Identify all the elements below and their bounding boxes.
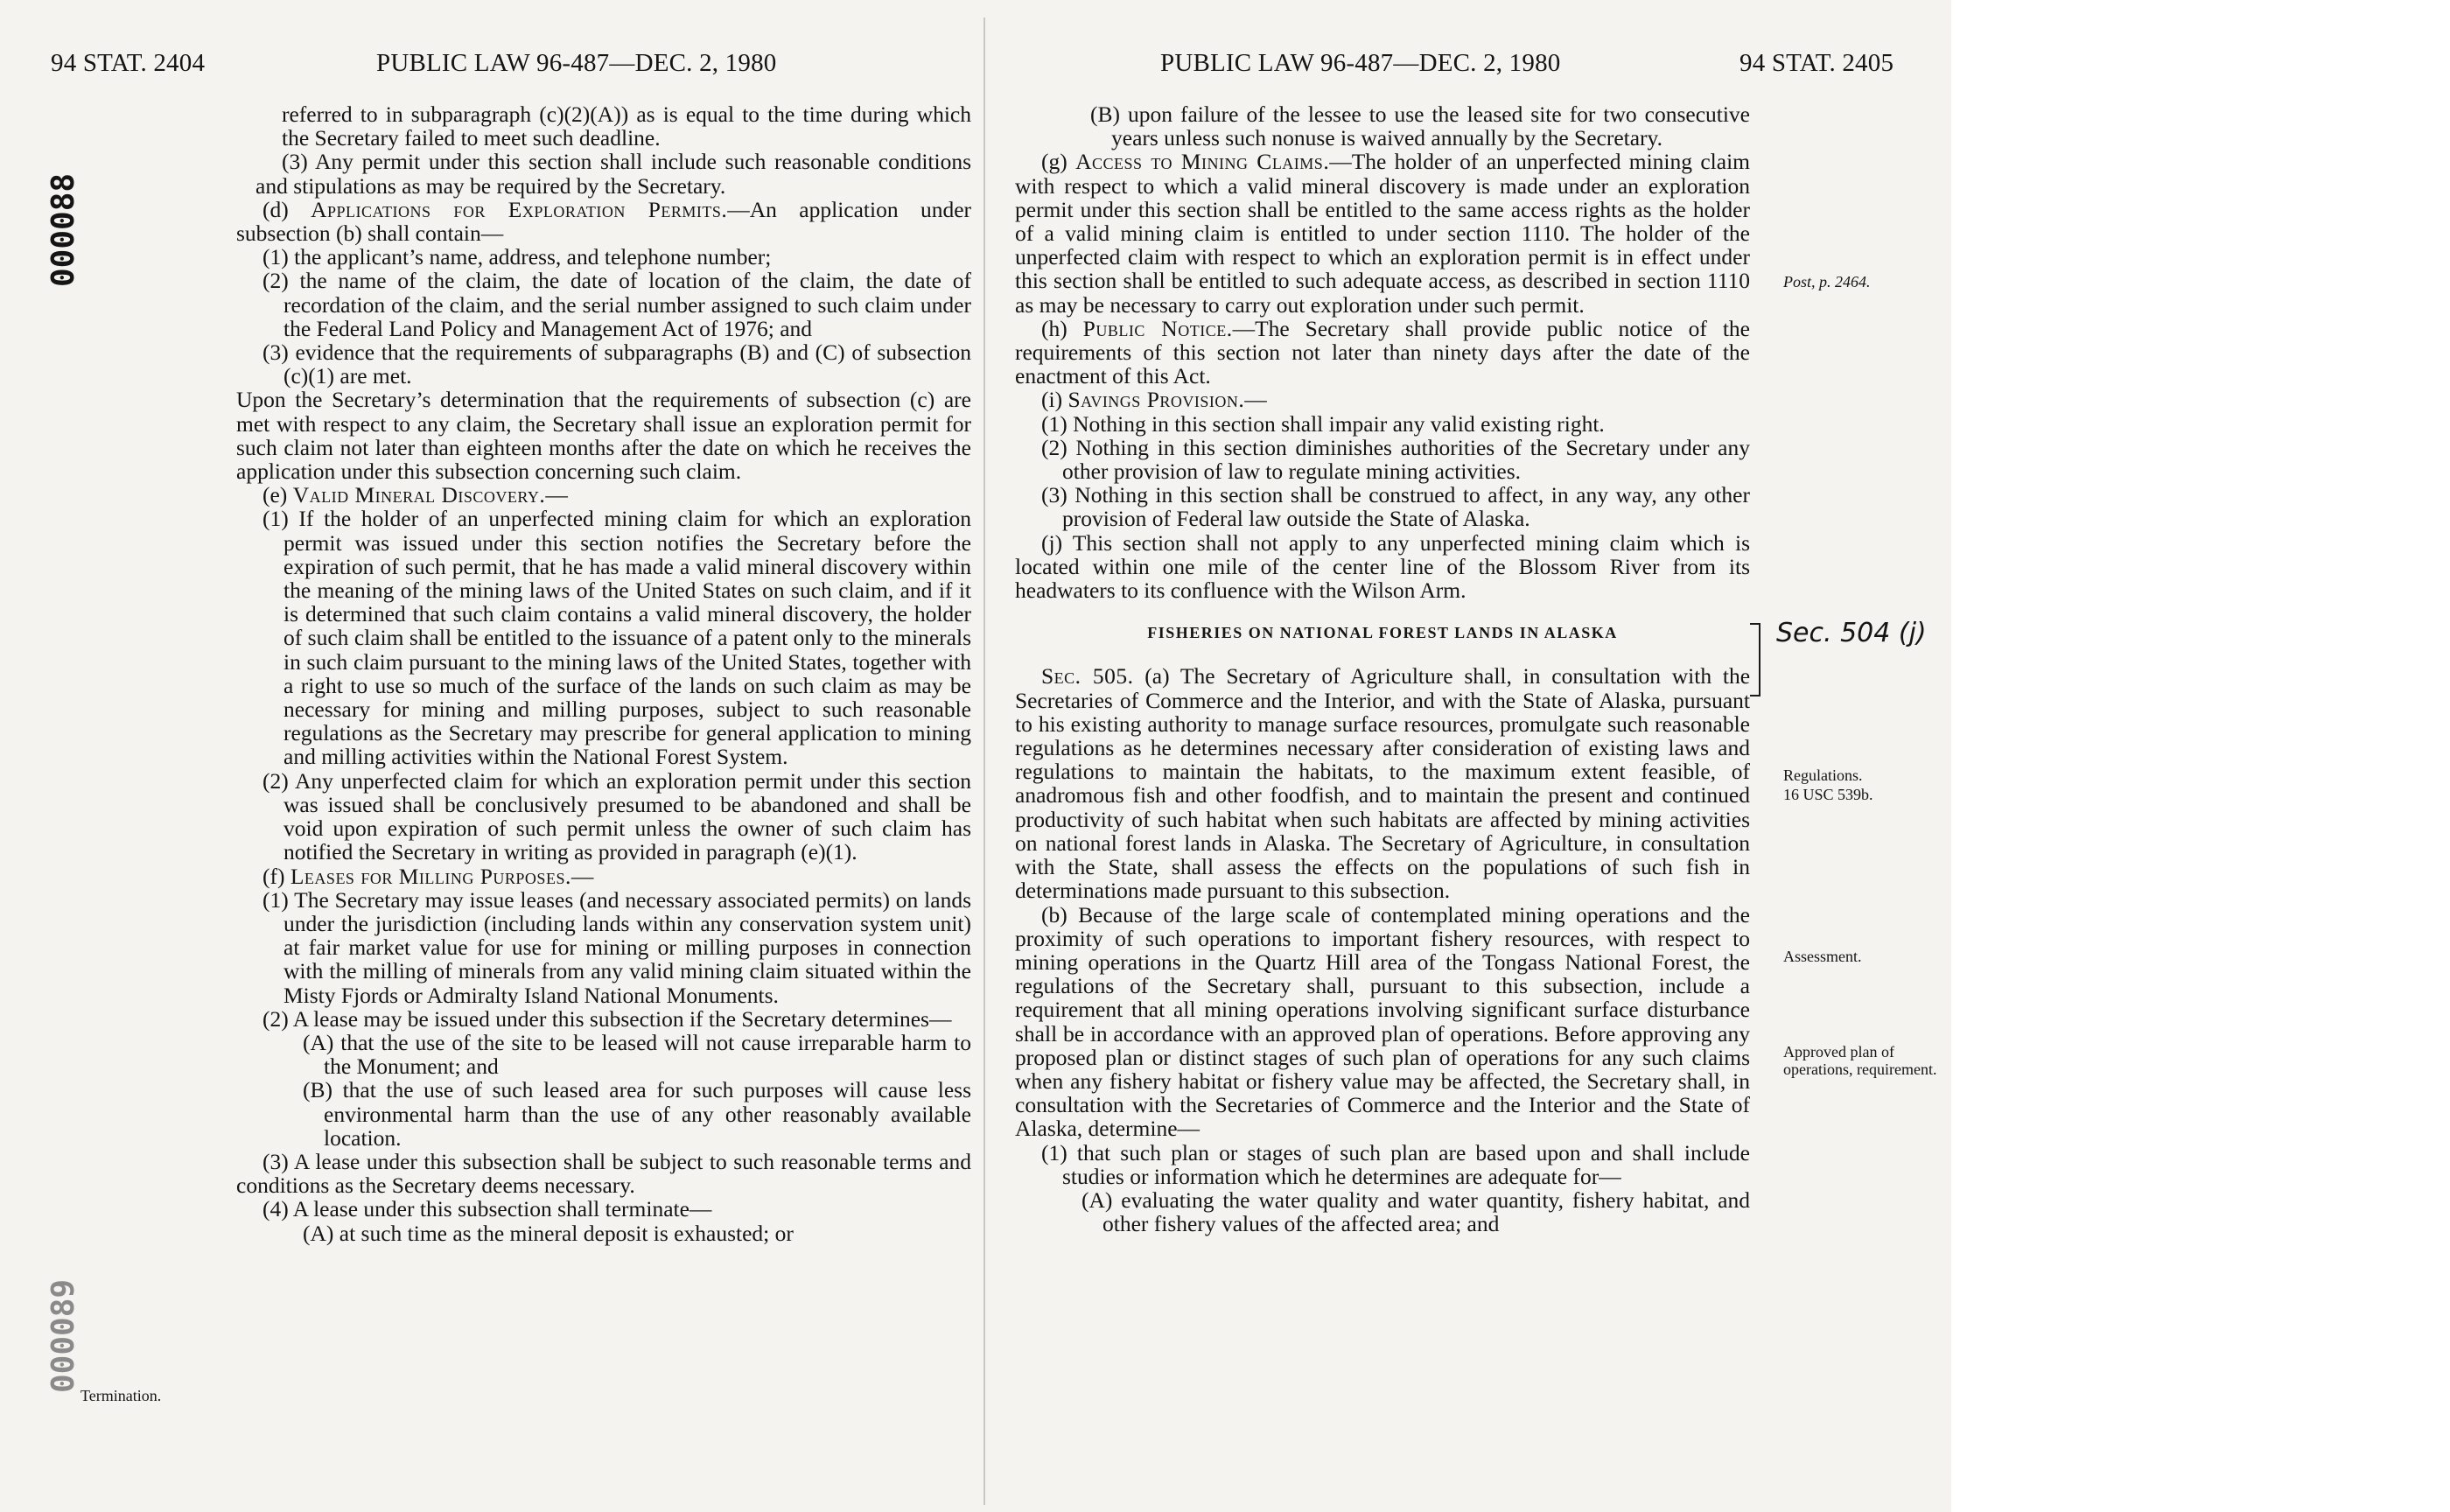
paragraph: (1) that such plan or stages of such plan are based upon and shall include studies or information which he determines are adequate for—	[1041, 1139, 1750, 1189]
paragraph: (B) upon failure of the lessee to use the leased site for two consecutive years unless such nonuse is waived annually by the Secretary.	[1090, 102, 1750, 151]
paragraph: (3) evidence that the requirements of subparagraphs (B) and (C) of subsection (c)(1) are met.	[262, 340, 971, 389]
handwritten-annotation: Sec. 504 (j)	[1776, 618, 1927, 648]
left-page-stat: 94 STAT. 2404	[51, 49, 206, 77]
edge-stamp-top: 000088	[46, 172, 81, 287]
paragraph: (3) Nothing in this section shall be construed to affect, in any way, any other provision of Federal law outside the State of Alaska.	[1041, 482, 1750, 532]
left-page-title: PUBLIC LAW 96-487—DEC. 2, 1980	[376, 49, 777, 77]
paragraph: (A) evaluating the water quality and water quantity, fishery habitat, and other fishery values of the affected area; and	[1082, 1186, 1750, 1237]
section-505-a: Sec. 505. (a) The Secretary of Agriculture shall, in consultation with the Secretaries of Commerce and the Interior, and with the State of Alaska, pursuant to his existing authority to manage surface resources, promulgate such reasonable regulations as he determines necessary after consideration of existing laws and regulations to maintain the habitats, to the maximum extent feasible, of anadromous fish and other foodfish, and to maintain the present and continued productivity of such habitat when such habitats are affected by mining activities on national forest lands in Alaska. The Secretary of Agriculture, in consultation with the State, shall assess the effects on the populations of such fish in determinations made pursuant to this subsection.	[1015, 663, 1751, 904]
paragraph: referred to in subparagraph (c)(2)(A)) as is equal to the time during which the Secretary failed to meet such deadline.	[282, 102, 971, 151]
margin-note-assessment: Assessment.	[1783, 948, 1862, 965]
paragraph: (3) A lease under this subsection shall be subject to such reasonable terms and conditions as the Secretary deems necessary.	[236, 1148, 971, 1199]
margin-note-regulations: Regulations.	[1783, 766, 1863, 784]
margin-note-termination: Termination.	[80, 1387, 162, 1404]
paragraph: (4) A lease under this subsection shall terminate—	[262, 1196, 712, 1222]
subsection-d: (d) Applications for Exploration Permits.—An application under subsection (b) shall contain—	[236, 196, 971, 247]
right-page-title: PUBLIC LAW 96-487—DEC. 2, 1980	[1160, 49, 1561, 77]
paragraph: (B) that the use of such leased area for such purposes will cause less environmental harm than the use of any other reasonably available location.	[303, 1077, 971, 1151]
subsection-j: (j) This section shall not apply to any unperfected mining claim which is located within one mile of the center line of the Blossom River from its headwaters to its confluence with the Wilson Arm.	[1015, 529, 1750, 604]
section-505-b: (b) Because of the large scale of contemplated mining operations and the proximity of such operations to important fishery resources, with respect to mining operations in the Quartz Hill area of the Tongass National Forest, the regulations of the Secretary shall, pursuant to this subsection, include a requirement that all mining operations involving significant surface disturbance shall be in accordance with an approved plan of operations. Before approving any proposed plan or distinct stages of such plan of operations for any such claims when any fishery habitat or fishery value may be affected, the Secretary shall, in consultation with the Secretaries of Commerce and the Interior and the State of Alaska, determine—	[1015, 901, 1750, 1142]
margin-note-post: Post, p. 2464.	[1783, 273, 1871, 290]
right-page-stat: 94 STAT. 2405	[1740, 49, 1894, 77]
paragraph: (A) at such time as the mineral deposit is exhausted; or	[303, 1220, 794, 1246]
margin-note-approved-plan: Approved plan of operations, requirement.	[1783, 1043, 1937, 1078]
paragraph: (A) that the use of the site to be leased will not cause irreparable harm to the Monument; and	[303, 1029, 971, 1080]
section-heading: FISHERIES ON NATIONAL FOREST LANDS IN ALASKA	[1147, 624, 1618, 642]
paragraph: Upon the Secretary’s determination that the requirements of subsection (c) are met with respect to any claim, the Secretary shall issue an exploration permit for such claim not later than eighteen months after the date on which he receives the application under this subsection concerning such claim.	[236, 387, 971, 485]
left-page-body	[236, 102, 971, 1245]
handwritten-bracket	[1750, 623, 1760, 696]
subsection-e: (e) Valid Mineral Discovery.—	[262, 482, 568, 508]
edge-stamp-bottom: 000089	[46, 1278, 81, 1393]
paragraph: (1) The Secretary may issue leases (and necessary associated permits) on lands under the jurisdiction (including lands within any conservation system unit) at fair market value for use for mining or milling purposes in connection with the milling of minerals from any valid mining claim situated within the Misty Fjords or Admiralty Island National Monuments.	[262, 886, 971, 1008]
right-page-body	[1015, 102, 1750, 1236]
subsection-g: (g) Access to Mining Claims.—The holder of an unperfected mining claim with respect to which a valid mineral discovery is made under an exploration permit under this section shall be entitled to the same access rights as the holder of a valid mining claim is entitled to under section 1110. The holder of the unperfected claim with respect to which an exploration permit is in effect under this section shall be entitled to such adequate access, as described in section 1110 as may be necessary to carry out exploration under such permit.	[1015, 149, 1750, 318]
subsection-f: (f) Leases for Milling Purposes.—	[262, 863, 594, 889]
paragraph: (2) Nothing in this section diminishes authorities of the Secretary under any other provision of law to regulate mining activities.	[1041, 434, 1750, 485]
paragraph: (1) If the holder of an unperfected mining claim for which an exploration permit was issued under this section notifies the Secretary before the expiration of such permit, that he has made a valid mineral discovery within the meaning of the mining laws of the United States on such claim, and if it is determined that such claim contains a valid mineral discovery, the holder of such claim shall be entitled to the issuance of a patent only to the minerals in such claim pursuant to the mining laws of the United States, together with a right to use so much of the surface of the lands on such claim as may be necessary for mining and milling purposes, subject to such reasonable regulations as the Secretary may prescribe for general application to mining and milling activities within the National Forest System.	[262, 506, 971, 770]
paragraph: (2) A lease may be issued under this subsection if the Secretary determines—	[262, 1005, 952, 1032]
paragraph: (2) Any unperfected claim for which an exploration permit under this section was issued shall be conclusively presumed to be abandoned and shall be void upon expiration of such permit unless the owner of such claim has notified the Secretary in writing as provided in paragraph (e)(1).	[262, 767, 971, 865]
paragraph: (1) the applicant’s name, address, and telephone number;	[262, 244, 772, 270]
subsection-h: (h) Public Notice.—The Secretary shall provide public notice of the requirements of this section not later than ninety days after the date of the enactment of this Act.	[1015, 315, 1751, 389]
margin-note-usc: 16 USC 539b.	[1783, 786, 1873, 803]
paragraph: (2) the name of the claim, the date of location of the claim, the date of recordation of the claim, and the serial number assigned to such claim under the Federal Land Policy and Management Act of 1976; and	[262, 268, 971, 341]
paragraph: (1) Nothing in this section shall impair any valid existing right.	[1041, 410, 1605, 437]
page-fold	[984, 18, 985, 1505]
subsection-i: (i) Savings Provision.—	[1041, 387, 1267, 413]
paragraph: (3) Any permit under this section shall include such reasonable conditions and stipulations as may be required by the Secretary.	[256, 149, 971, 199]
